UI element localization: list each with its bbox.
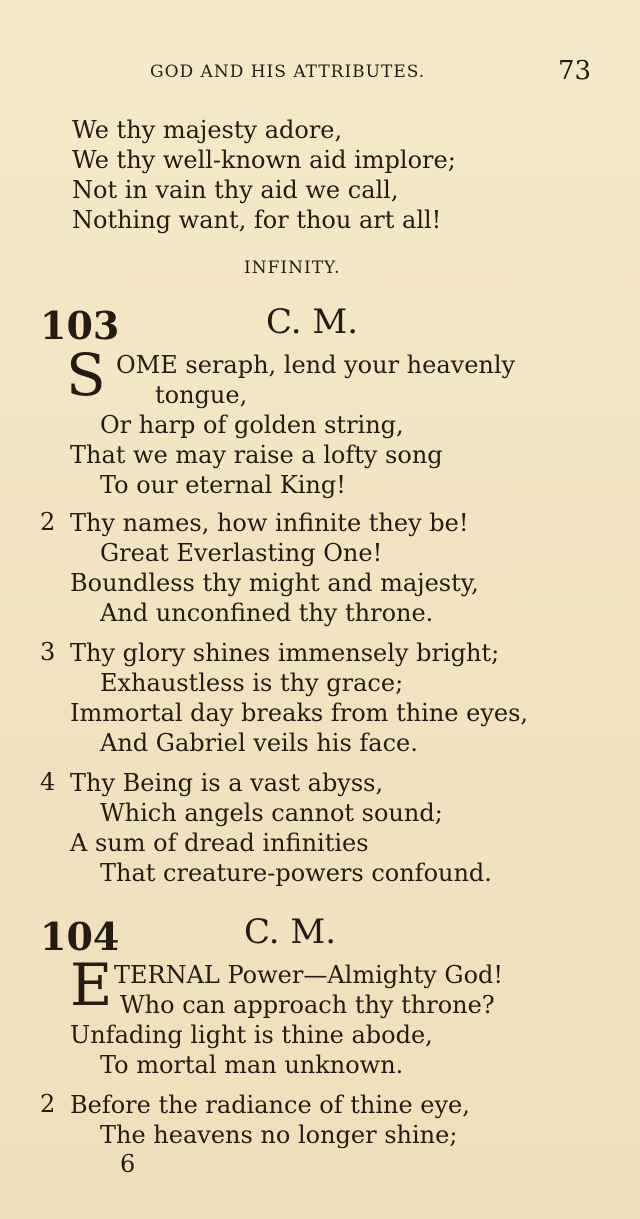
hymn-line: To mortal man unknown. [100, 1051, 404, 1079]
hymn-line: Unfading light is thine abode, [70, 1021, 433, 1049]
hymn-line: Thy glory shines immensely bright; [70, 639, 500, 667]
continuation-line: We thy majesty adore, [72, 116, 343, 144]
signature-mark: 6 [120, 1150, 136, 1178]
hymn-line: A sum of dread infinities [70, 829, 369, 857]
hymn-line: To our eternal King! [100, 471, 346, 499]
continuation-line: We thy well-known aid implore; [72, 146, 456, 174]
hymn-line: Exhaustless is thy grace; [100, 669, 404, 697]
hymn-line: tongue, [155, 381, 248, 409]
drop-cap: E [70, 951, 113, 1019]
hymn-meter: C. M. [266, 302, 359, 342]
hymn-line: Or harp of golden string, [100, 411, 404, 439]
hymn-line: Before the radiance of thine eye, [70, 1091, 470, 1119]
section-title: INFINITY. [244, 258, 341, 278]
hymn-line: That we may raise a lofty song [70, 441, 443, 469]
continuation-line: Nothing want, for thou art all! [72, 206, 442, 234]
hymn-line: Great Everlasting One! [100, 539, 383, 567]
hymn-line: And Gabriel veils his face. [100, 729, 418, 757]
verse-number: 3 [40, 638, 56, 666]
hymn-number: 103 [40, 303, 120, 348]
page-number: 73 [558, 56, 592, 86]
hymn-line: Who can approach thy throne? [120, 991, 495, 1019]
hymn-line: That creature-powers confound. [100, 859, 492, 887]
hymn-meter: C. M. [244, 912, 337, 952]
hymn-line: Thy names, how infinite they be! [70, 509, 469, 537]
hymn-number: 104 [40, 914, 120, 959]
running-title: GOD AND HIS ATTRIBUTES. [150, 62, 426, 82]
verse-number: 2 [40, 508, 56, 536]
hymn-line: OME seraph, lend your heavenly [116, 351, 516, 379]
hymn-line: Thy Being is a vast abyss, [70, 769, 384, 797]
continuation-line: Not in vain thy aid we call, [72, 176, 399, 204]
verse-number: 4 [40, 768, 56, 796]
hymn-line: Boundless thy might and majesty, [70, 569, 479, 597]
hymn-line: Which angels cannot sound; [100, 799, 443, 827]
verse-number: 2 [40, 1090, 56, 1118]
hymn-line: The heavens no longer shine; [100, 1121, 458, 1149]
hymn-line: TERNAL Power—Almighty God! [114, 961, 504, 989]
hymn-line: Immortal day breaks from thine eyes, [70, 699, 529, 727]
drop-cap: S [66, 341, 106, 409]
hymn-line: And unconfined thy throne. [100, 599, 434, 627]
